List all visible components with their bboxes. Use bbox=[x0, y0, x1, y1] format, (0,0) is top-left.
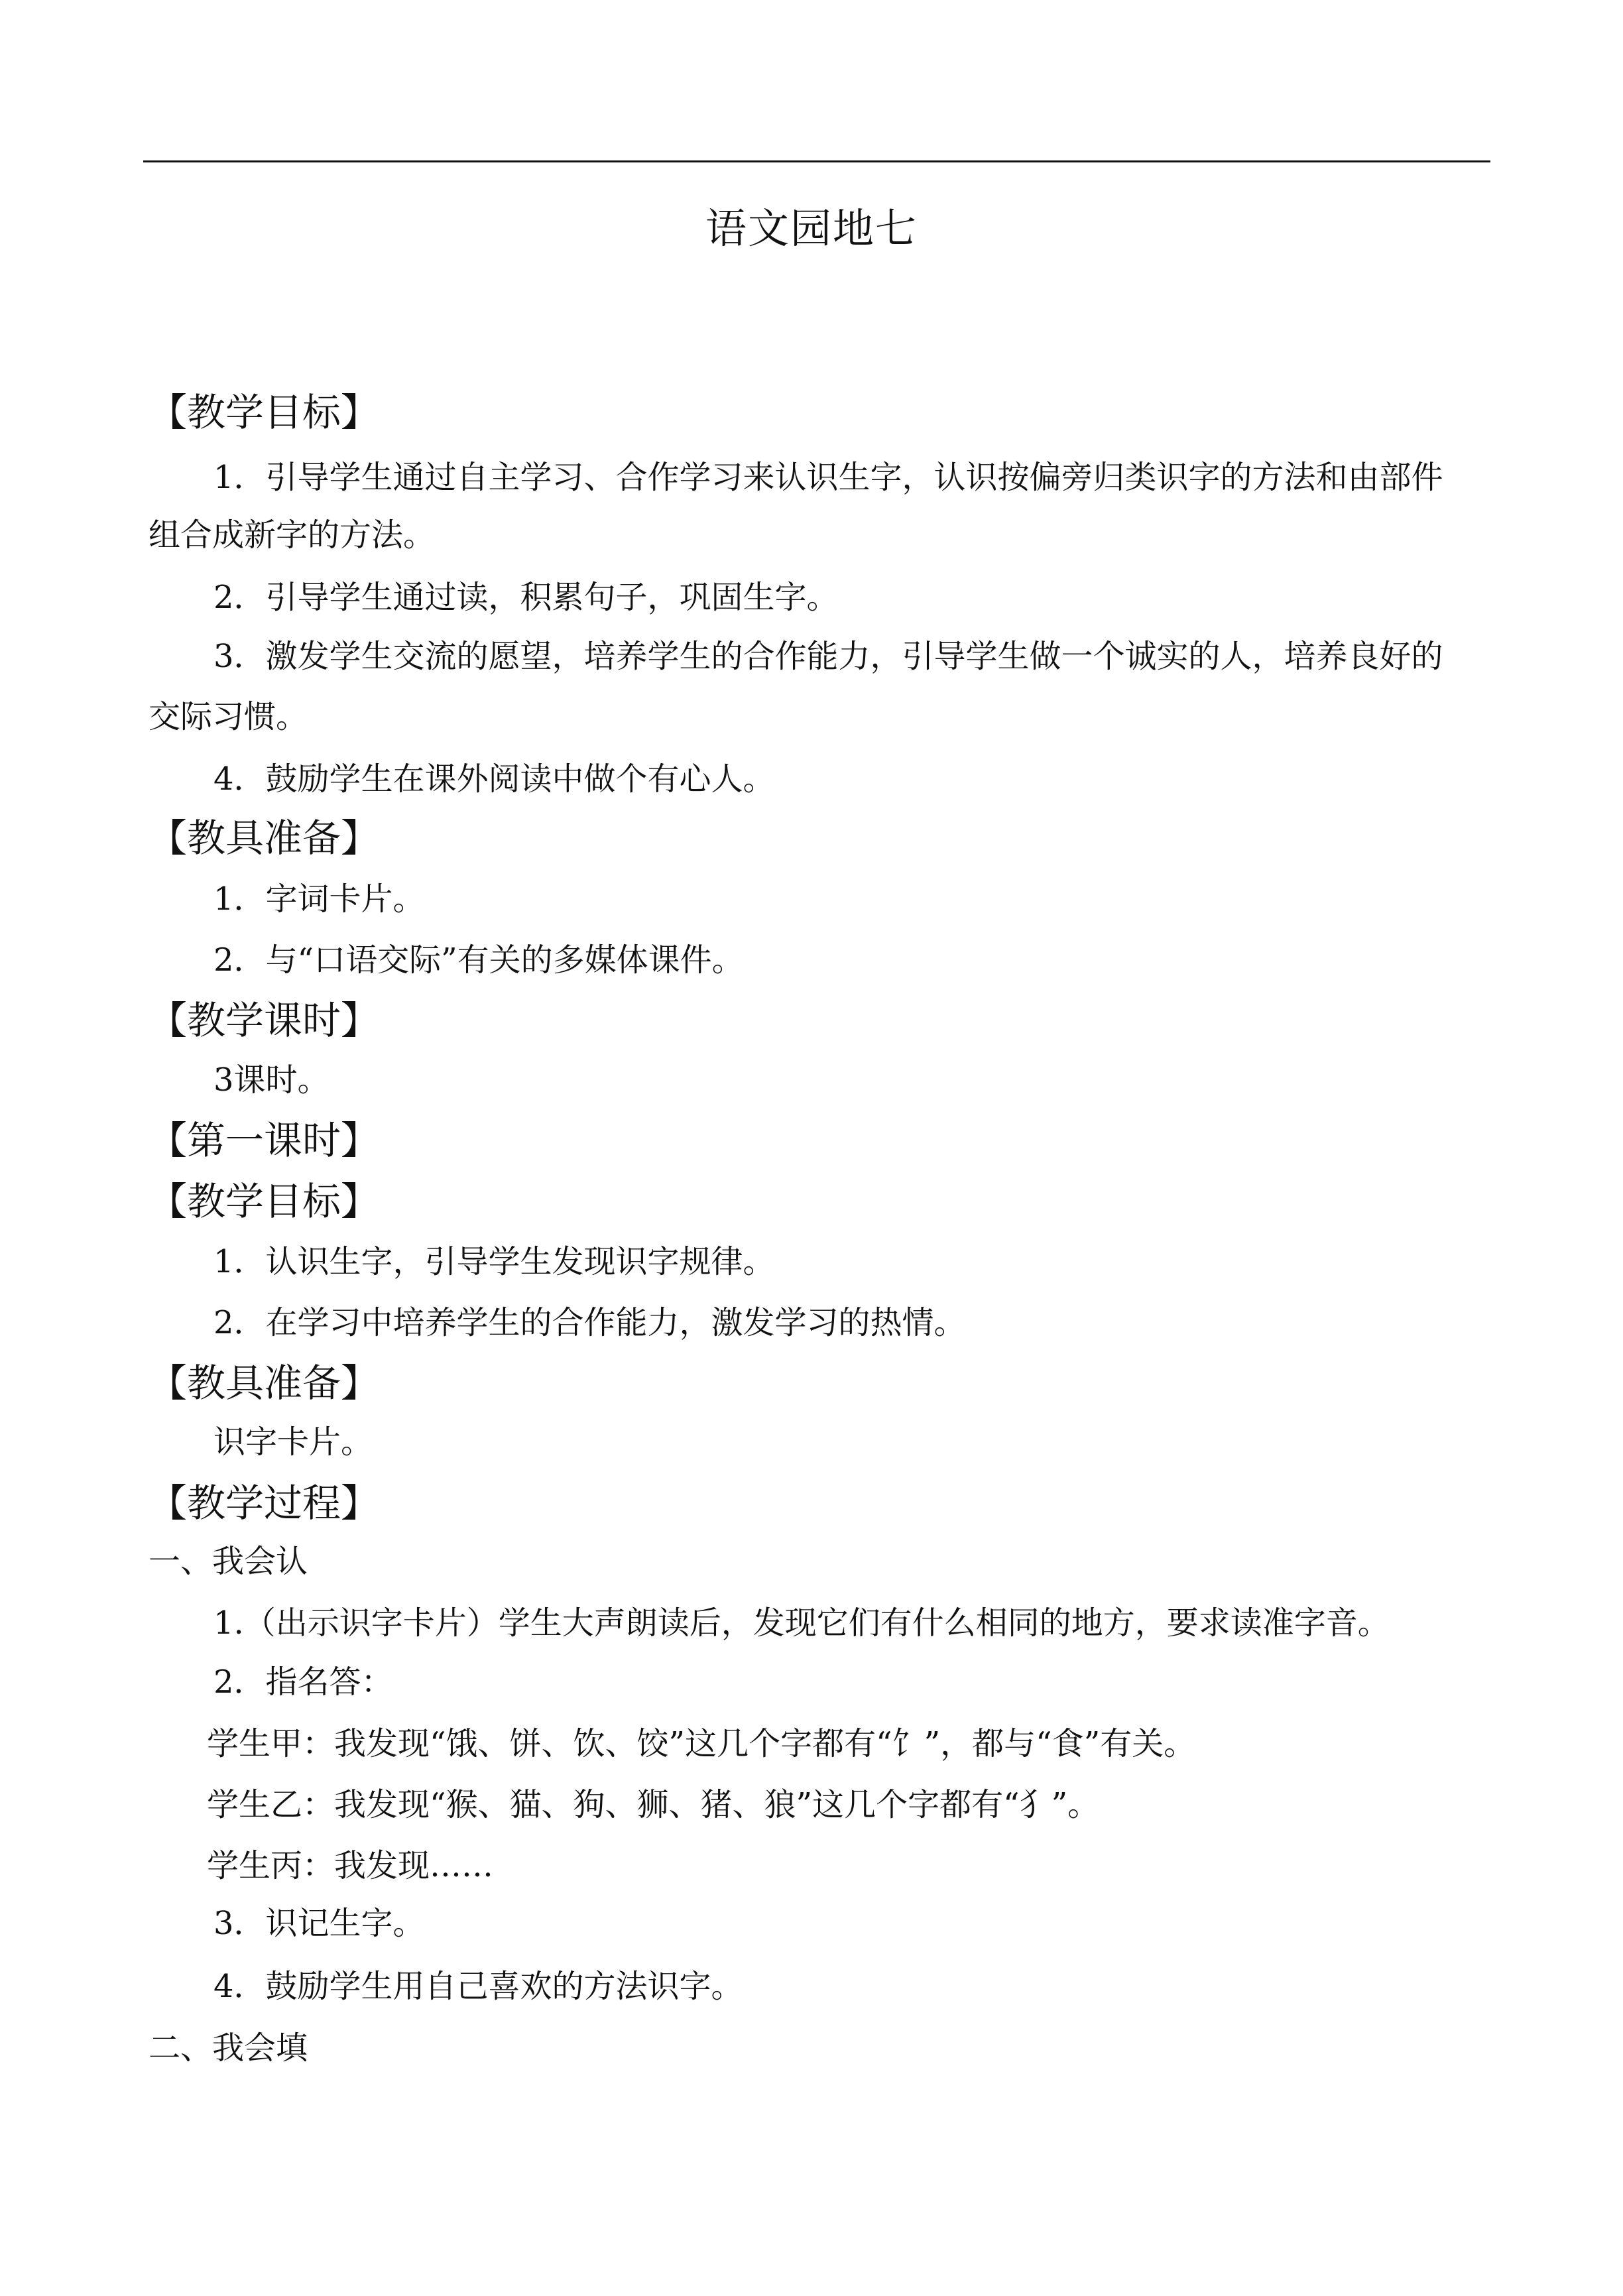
student-answer-c: 学生丙：我发现…… bbox=[207, 1847, 494, 1884]
student-answer-b: 学生乙：我发现“猴、猫、狗、狮、猪、狼”这几个字都有“犭”。 bbox=[207, 1786, 1100, 1823]
goal-item-2: 2．引导学生通过读，积累句子，巩固生字。 bbox=[213, 579, 839, 616]
goal-item-3-continued: 交际习惯。 bbox=[149, 698, 308, 735]
student-answer-a: 学生甲：我发现“饿、饼、饮、饺”这几个字都有“饣”，都与“食”有关。 bbox=[207, 1725, 1196, 1762]
process-step-4: 4．鼓励学生用自己喜欢的方法识字。 bbox=[213, 1968, 743, 2005]
materials-item-1: 1．字词卡片。 bbox=[213, 880, 425, 918]
materials-item-2: 2．与“口语交际”有关的多媒体课件。 bbox=[213, 941, 744, 979]
section-heading-period-materials: 【教具准备】 bbox=[149, 1360, 380, 1406]
header-rule bbox=[143, 160, 1490, 162]
period-goal-2: 2．在学习中培养学生的合作能力，激发学习的热情。 bbox=[213, 1304, 966, 1341]
process-part-2-heading: 二、我会填 bbox=[149, 2029, 308, 2067]
period-goal-1: 1．认识生字，引导学生发现识字规律。 bbox=[213, 1243, 775, 1280]
goal-item-1-continued: 组合成新字的方法。 bbox=[149, 516, 436, 554]
goal-item-4: 4．鼓励学生在课外阅读中做个有心人。 bbox=[213, 760, 775, 798]
section-heading-period-goals: 【教学目标】 bbox=[149, 1179, 380, 1224]
process-part-1-heading: 一、我会认 bbox=[149, 1543, 308, 1580]
section-heading-process: 【教学过程】 bbox=[149, 1480, 380, 1526]
period-materials-item: 识字卡片。 bbox=[213, 1423, 373, 1461]
process-step-3: 3．识记生字。 bbox=[213, 1905, 425, 1942]
section-heading-first-period: 【第一课时】 bbox=[149, 1118, 380, 1163]
section-heading-periods: 【教学课时】 bbox=[149, 998, 380, 1043]
process-step-1: 1.（出示识字卡片）学生大声朗读后，发现它们有什么相同的地方，要求读准字音。 bbox=[213, 1604, 1390, 1642]
periods-count: 3课时。 bbox=[213, 1061, 330, 1099]
section-heading-teaching-goals: 【教学目标】 bbox=[149, 390, 380, 435]
goal-item-3: 3．激发学生交流的愿望，培养学生的合作能力，引导学生做一个诚实的人，培养良好的 bbox=[213, 638, 1443, 675]
section-heading-materials: 【教具准备】 bbox=[149, 816, 380, 861]
page-title: 语文园地七 bbox=[705, 204, 918, 253]
goal-item-1: 1．引导学生通过自主学习、合作学习来认识生字，认识按偏旁归类识字的方法和由部件 bbox=[213, 459, 1443, 496]
process-step-2: 2．指名答： bbox=[213, 1663, 393, 1701]
